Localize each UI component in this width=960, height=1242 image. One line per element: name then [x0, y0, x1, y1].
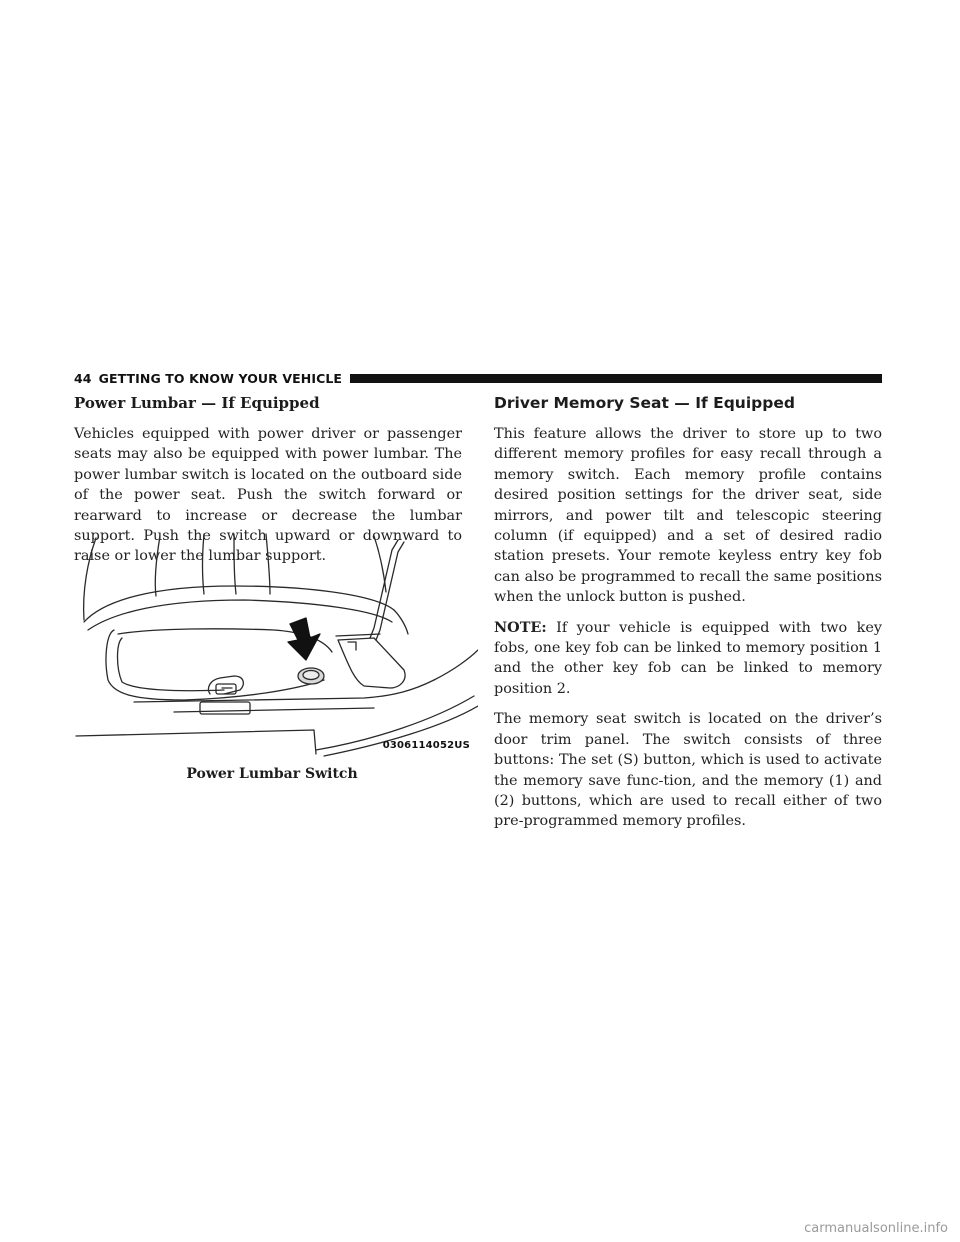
header-rule: [350, 374, 882, 383]
memory-seat-note: [494, 618, 882, 700]
note-label: NOTE:: [494, 618, 547, 636]
note-text: If your vehicle is equipped with two key fobs, one key fob can be linked to memory position 1 and the other key fob can be linked to memory position 2.: [494, 619, 882, 697]
figure-code: 0306114052US: [382, 740, 470, 751]
power-lumbar-figure: [74, 530, 478, 762]
figure-caption: Power Lumbar Switch: [186, 766, 358, 782]
memory-seat-heading: Driver Memory Seat — If Equipped: [494, 394, 795, 412]
power-lumbar-paragraph: Vehicles equipped with power driver or passenger seats may also be equipped with power lumbar. The power lumbar switch is located on the outboard side of the power seat. Push the switch forward or rearward to increase or decrease the lumbar support. Push the switch upward or downward to raise or lower the lumbar support.: [74, 426, 462, 565]
watermark: carmanualsonline.info: [804, 1221, 948, 1236]
page-number: 44: [74, 370, 92, 386]
memory-seat-paragraph-2: The memory seat switch is located on the driver’s door trim panel. The switch consists of three buttons: The set (S) button, which is used to activate the memory save func-tion, and the memory (1) and (2) buttons, which are used to recall either of two pre-programmed memory profiles.: [494, 711, 882, 830]
seat-illustration: [74, 530, 478, 762]
right-column: [494, 394, 882, 842]
memory-seat-paragraph-1: This feature allows the driver to store up to two different memory profiles for easy recall through a memory switch. Each memory profile contains desired position settings for the driver seat, side mirrors, and power tilt and telescopic steering column (if equipped) and a set of desired radio station presets. Your remote keyless entry key fob can also be programmed to recall the same positions when the unlock button is pushed.: [494, 426, 882, 606]
page-header: [74, 370, 882, 386]
power-lumbar-heading: Power Lumbar — If Equipped: [74, 394, 320, 412]
section-title: GETTING TO KNOW YOUR VEHICLE: [98, 370, 343, 386]
